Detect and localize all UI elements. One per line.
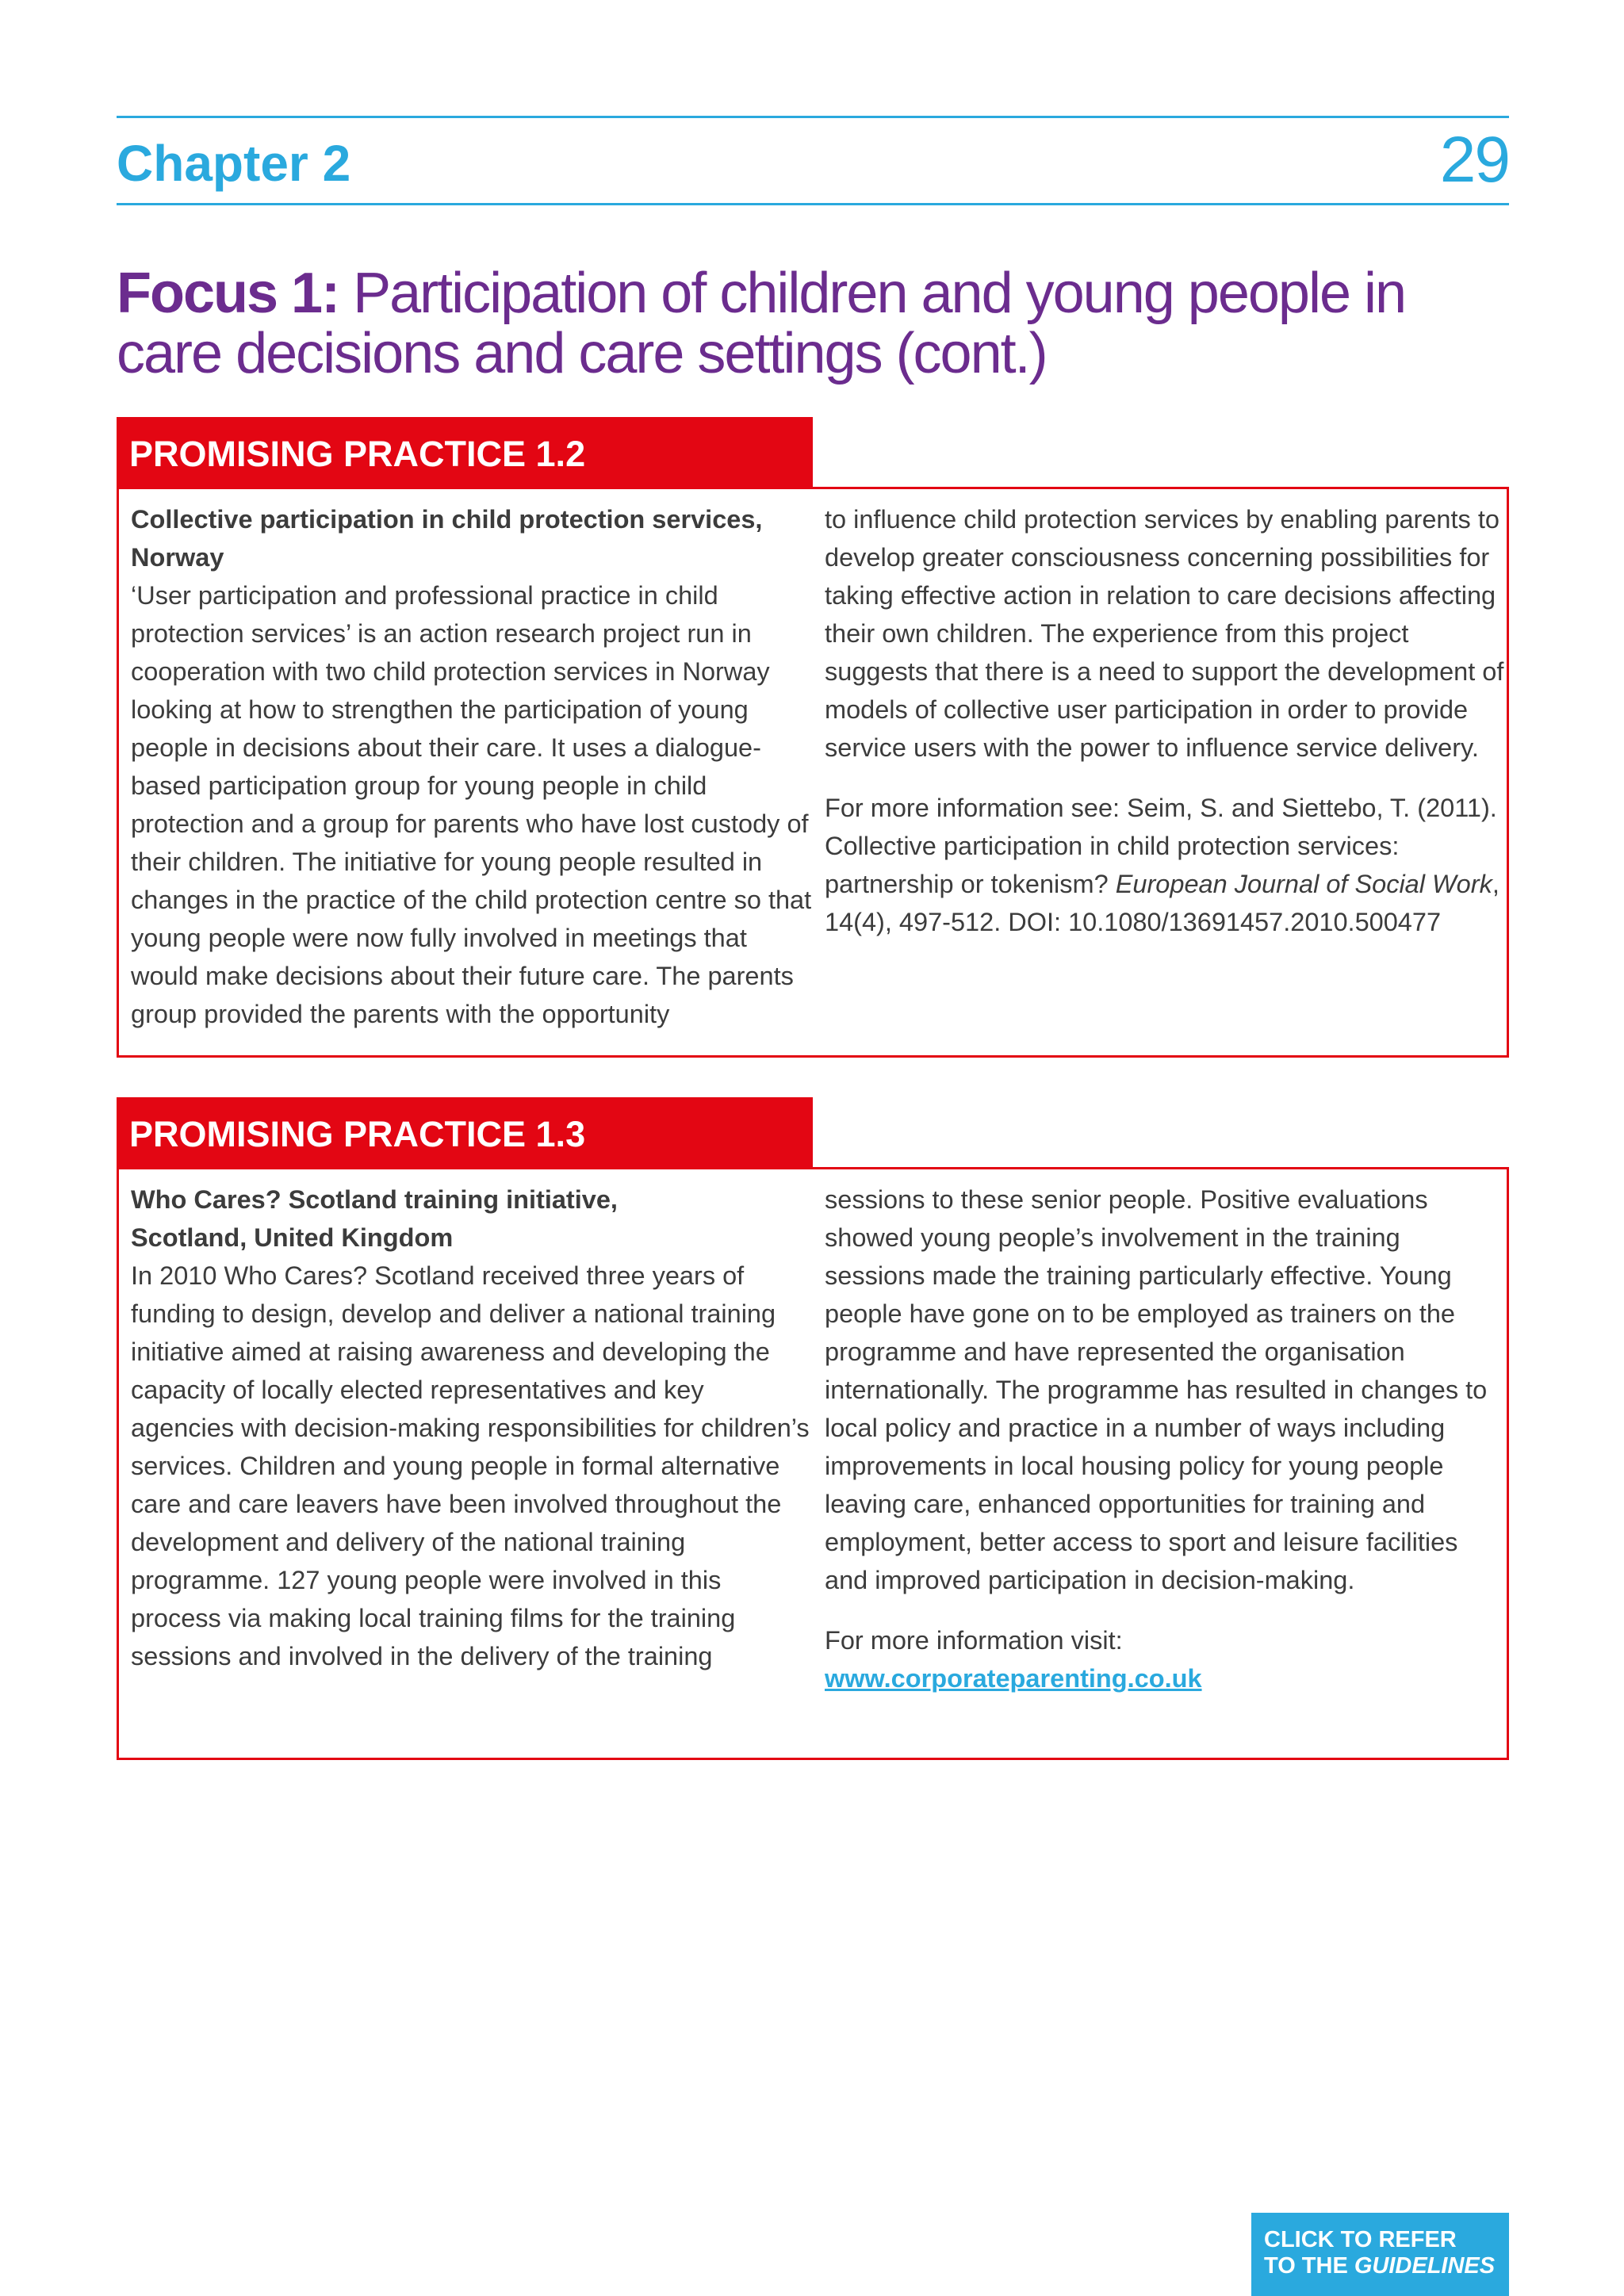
practice-1-3-right-column [825, 1181, 1507, 1697]
practice-1-3-box [117, 1167, 1509, 1760]
chapter-header [117, 116, 1509, 205]
chapter-title: Chapter 2 [117, 135, 351, 192]
practice-1-3-tab: PROMISING PRACTICE 1.3 [117, 1097, 813, 1170]
page-title [117, 263, 1465, 384]
refer-button-line2 [1264, 2253, 1509, 2279]
practice-1-2-tab: PROMISING PRACTICE 1.2 [117, 417, 813, 490]
practice-1-2-body-left: ‘User participation and professional practice in child protection services’ is an action research project run in cooperation with two child protection services in Norway looking at how to strengthen the participation of young people in decisions about their care. It uses a dialogue-based participation group for young people in child protection and a group for parents who have lost custody of their children. The initiative for young people resulted in changes in the practice of the child protection centre so that young people were now fully involved in meetings that would make decisions about their future care. The parents group provided the parents with the opportunity [131, 581, 812, 1028]
practice-1-3-body-right: sessions to these senior people. Positive evaluations showed young people’s involvement in the training sessions made the training particularly effective. Young people have gone on to be employed as trainers on the programme and have represented the organisation internationally. The programme has resulted in changes to local policy and practice in a number of ways including improvements in local housing policy for young people leaving care, enhanced opportunities for training and employment, better access to sport and leisure facilities and improved participation in decision-making. [825, 1185, 1488, 1594]
practice-1-2-body-right: to influence child protection services by enabling parents to develop greater consciousness concerning possibilities for taking effective action in relation to care decisions affecting their own children. The experience from this project suggests that there is a need to support the development of models of collective user participation in order to provide service users with the power to influence service delivery. [825, 505, 1504, 762]
practice-1-2-left-column [131, 500, 813, 1033]
practice-1-2-right-column [825, 500, 1507, 941]
focus-title-text: Participation of children and young people in care decisions and care settings (cont.) [117, 262, 1406, 385]
refer-button-prefix: TO THE [1264, 2253, 1354, 2279]
corporate-parenting-link[interactable]: www.corporateparenting.co.uk [825, 1664, 1202, 1693]
practice-1-2-box [117, 487, 1509, 1058]
practice-1-2-heading: Collective participation in child protection services, Norway [131, 505, 763, 572]
refer-to-guidelines-button[interactable] [1251, 2213, 1509, 2296]
reference-journal: European Journal of Social Work [1115, 870, 1492, 898]
practice-1-3-heading-line1: Who Cares? Scotland training initiative, [131, 1185, 618, 1214]
reference-tail: , 14(4), 497-512. DOI: 10.1080/13691457.2010.500477 [825, 870, 1500, 936]
refer-button-emph: GUIDELINES [1354, 2253, 1496, 2279]
more-info-label: For more information visit: [825, 1626, 1123, 1655]
page-number: 29 [1439, 124, 1509, 196]
focus-lead: Focus 1: [117, 262, 339, 325]
practice-1-3-left-column [131, 1181, 813, 1675]
practice-1-2-reference [825, 789, 1507, 941]
practice-1-3-body-left: In 2010 Who Cares? Scotland received three years of funding to design, develop and deliver a national training initiative aimed at raising awareness and developing the capacity of locally elected representatives and key agencies with decision-making responsibilities for children’s services. Children and young people in formal alternative care and care leavers have been involved throughout the development and delivery of the national training programme. 127 young people were involved in this process via making local training films for the training sessions and involved in the delivery of the training [131, 1261, 810, 1670]
practice-1-3-heading-line2: Scotland, United Kingdom [131, 1223, 454, 1252]
refer-button-line1: CLICK TO REFER [1264, 2227, 1457, 2252]
reference-intro: For more information see: Seim, S. and Siettebo, T. (2011). Collective participation in child protection services: partnership or tokenism? [825, 794, 1497, 898]
